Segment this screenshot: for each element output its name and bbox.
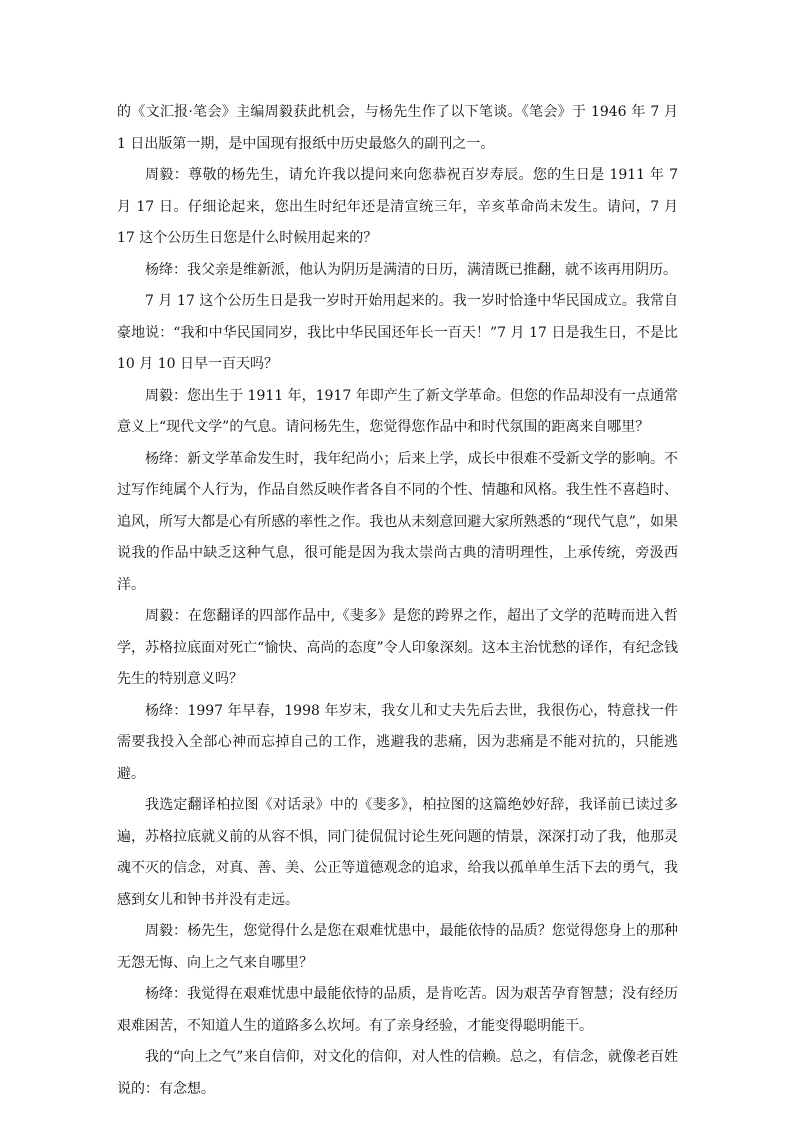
paragraph-answer-hardship: 杨绛：我觉得在艰难忧患中最能依恃的品质，是肯吃苦。因为艰苦孕育智慧；没有经历艰难困苦，不知道人生的道路多么坎坷。有了亲身经验，才能变得聪明能干。 [117, 986, 678, 1034]
paragraph-question-modern-literature: 周毅：您出生于 1911 年，1917 年即产生了新文学革命。但您的作品却没有一点通常意义上“现代文学”的气息。请问杨先生，您觉得您作品中和时代氛围的距离来自哪里？ [117, 387, 678, 435]
paragraph-answer-belief: 我的“向上之气”来自信仰，对文化的信仰，对人性的信赖。总之，有信念，就像老百姓说的：有念想。 [117, 1049, 678, 1097]
paragraph-answer-calendar: 杨绛：我父亲是维新派，他认为阴历是满清的日历，满清既已推翻，就不该再用阴历。 [145, 261, 677, 278]
paragraph-answer-translation: 我选定翻译柏拉图《对话录》中的《斐多》，柏拉图的这篇绝妙好辞，我译前已读过多遍，苏格拉底就义前的从容不惧，同门徒侃侃讨论生死问题的情景，深深打动了我，他那灵魂不灭的信念，对真、善、美、公正等道德观念的追求，给我以孤单单生活下去的勇气，我感到女儿和钟书并没有走远。 [117, 797, 678, 908]
paragraph-answer-grief: 杨绛：1997 年早春，1998 年岁末，我女儿和丈夫先后去世，我很伤心，特意找一件需要我投入全部心神而忘掉自己的工作，逃避我的悲痛，因为悲痛是不能对抗的，只能逃避。 [117, 702, 678, 782]
paragraph-question-phaedo: 周毅：在您翻译的四部作品中,《斐多》是您的跨界之作，超出了文学的范畴而进入哲学，苏格拉底面对死亡“愉快、高尚的态度”令人印象深刻。这本主治忧愁的译作，有纪念钱先生的特别意义吗？ [117, 608, 678, 687]
paragraph-question-birthday: 周毅：尊敬的杨先生，请允许我以提问来向您恭祝百岁寿辰。您的生日是 1911 年 7 月 17 日。仔细论起来，您出生时纪年还是清宣统三年，辛亥革命尚未发生。请问，7 月 17 这个公历生日您是什么时候用起来的？ [117, 167, 678, 246]
paragraph-answer-writing-style: 杨绛：新文学革命发生时，我年纪尚小；后来上学，成长中很难不受新文学的影响。不过写作纯属个人行为，作品自然反映作者各自不同的个性、情趣和风格。我生性不喜趋时、追风，所写大都是心有所感的率性之作。我也从未刻意回避大家所熟悉的“现代气息”，如果说我的作品中缺乏这种气息，很可能是因为我太崇尚古典的清明理性，上承传统，旁汲西洋。 [117, 450, 678, 593]
paragraph-intro: 的《文汇报·笔会》主编周毅获此机会，与杨先生作了以下笔谈。《笔会》于 1946 年 7 月 1 日出版第一期，是中国现有报纸中历史最悠久的副刊之一。 [117, 104, 678, 152]
document-page [117, 97, 678, 1105]
paragraph-question-quality: 周毅：杨先生，您觉得什么是您在艰难忧患中，最能依恃的品质？您觉得您身上的那种无怨无悔、向上之气来自哪里？ [117, 923, 678, 971]
paragraph-answer-birthday: 7 月 17 这个公历生日是我一岁时开始用起来的。我一岁时恰逢中华民国成立。我常自豪地说：“我和中华民国同岁，我比中华民国还年长一百天！”7 月 17 日是我生日，不是比 10 月 10 日早一百天吗？ [117, 293, 678, 372]
